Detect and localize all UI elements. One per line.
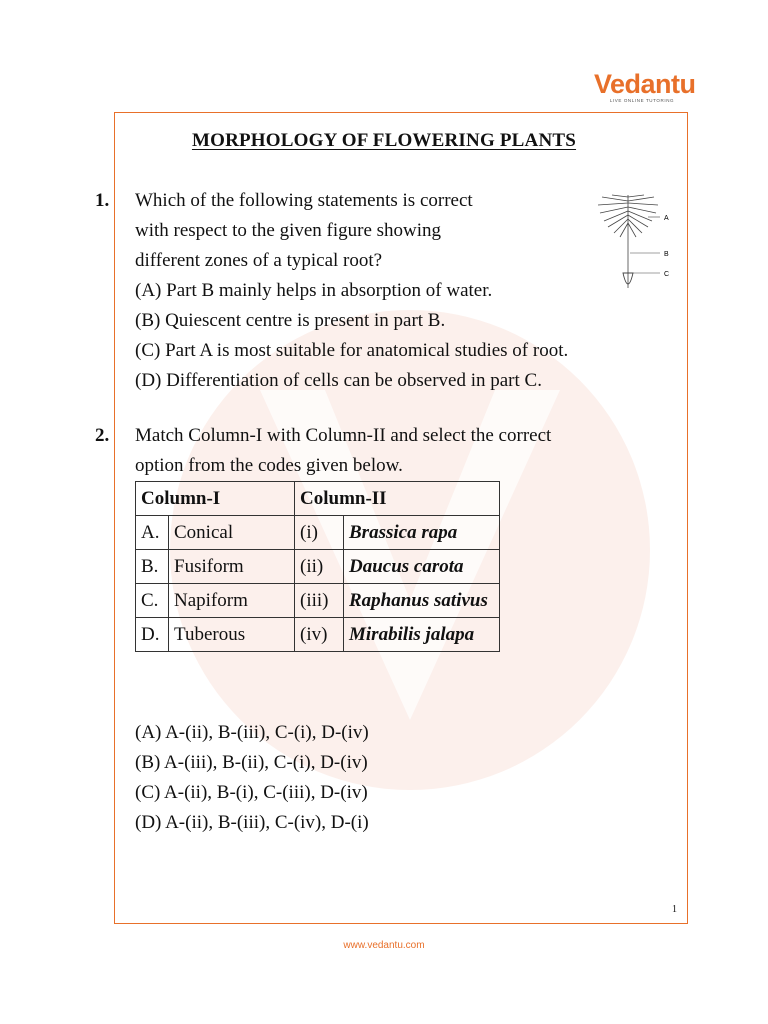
row-letter: C.	[136, 584, 169, 618]
question-2-line: option from the codes given below.	[135, 455, 403, 476]
question-1-option-b: (B) Quiescent centre is present in part B.	[135, 310, 446, 331]
question-1-option-a: (A) Part B mainly helps in absorption of water.	[135, 280, 493, 301]
question-1-option-d: (D) Differentiation of cells can be observed in part C.	[135, 370, 542, 391]
question-1-line: with respect to the given figure showing	[135, 220, 442, 241]
plant-species: Mirabilis jalapa	[344, 618, 500, 652]
row-numeral: (iii)	[295, 584, 344, 618]
row-numeral: (iv)	[295, 618, 344, 652]
question-1-line: different zones of a typical root?	[135, 250, 383, 271]
row-numeral: (i)	[295, 516, 344, 550]
row-letter: D.	[136, 618, 169, 652]
column-2-header: Column-II	[295, 482, 500, 516]
plant-species: Daucus carota	[344, 550, 500, 584]
row-letter: B.	[136, 550, 169, 584]
figure-label-a: A	[664, 215, 669, 222]
root-hairs	[598, 195, 658, 288]
figure-label-b: B	[664, 251, 669, 258]
root-type: Napiform	[169, 584, 295, 618]
question-1-line: Which of the following statements is correct	[135, 190, 473, 211]
question-1-number: 1.	[95, 190, 110, 211]
logo-tagline: LIVE ONLINE TUTORING	[609, 98, 675, 103]
figure-label-c: C	[664, 271, 670, 278]
table-row	[136, 584, 500, 618]
row-numeral: (ii)	[295, 550, 344, 584]
row-letter: A.	[136, 516, 169, 550]
match-table	[135, 481, 500, 652]
question-2-number: 2.	[95, 425, 110, 446]
table-row	[136, 618, 500, 652]
question-2-option-a: (A) A-(ii), B-(iii), C-(i), D-(iv)	[135, 722, 369, 743]
question-1-option-c: (C) Part A is most suitable for anatomical studies of root.	[135, 340, 569, 361]
plant-species: Brassica rapa	[344, 516, 500, 550]
question-2-line: Match Column-I with Column-II and select the correct	[135, 425, 552, 446]
table-row	[136, 550, 500, 584]
question-2-option-d: (D) A-(ii), B-(iii), C-(iv), D-(i)	[135, 812, 369, 833]
column-1-header: Column-I	[136, 482, 295, 516]
question-2-option-b: (B) A-(iii), B-(ii), C-(i), D-(iv)	[135, 752, 368, 773]
root-type: Conical	[169, 516, 295, 550]
logo-wordmark: Vedantu	[594, 69, 696, 99]
table-row	[136, 516, 500, 550]
vedantu-logo	[594, 69, 696, 106]
page-title: MORPHOLOGY OF FLOWERING PLANTS	[191, 130, 577, 151]
plant-species: Raphanus sativus	[344, 584, 500, 618]
root-zones-figure	[592, 193, 672, 298]
page-number: 1	[672, 904, 677, 915]
footer-link[interactable]: www.vedantu.com	[343, 940, 425, 951]
root-type: Tuberous	[169, 618, 295, 652]
root-type: Fusiform	[169, 550, 295, 584]
table-header-row	[136, 482, 500, 516]
question-2-option-c: (C) A-(ii), B-(i), C-(iii), D-(iv)	[135, 782, 368, 803]
